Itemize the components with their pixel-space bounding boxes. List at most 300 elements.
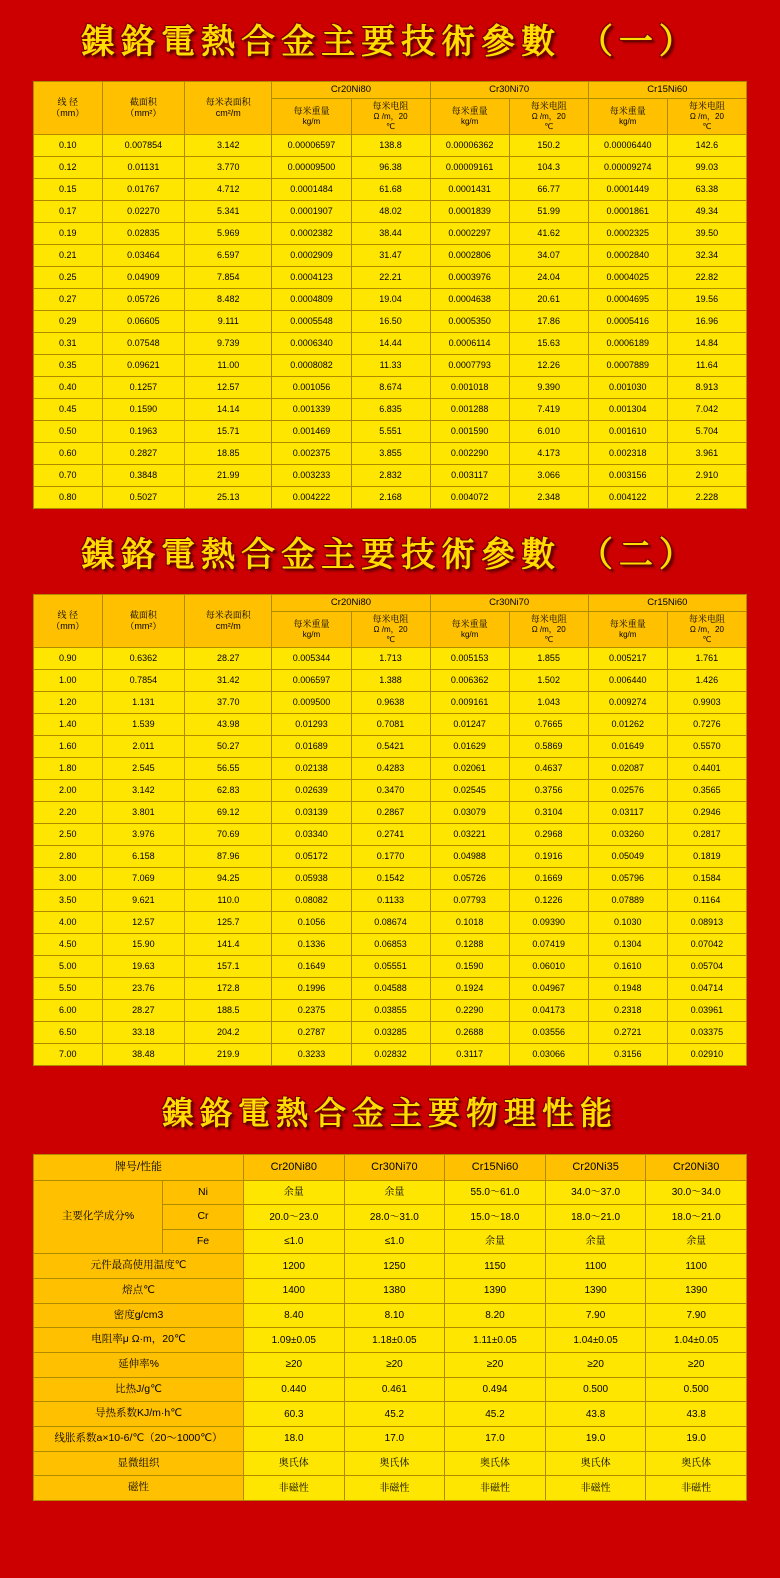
table-cell: 1.09±0.05 bbox=[244, 1328, 345, 1353]
table-cell: 15.63 bbox=[509, 333, 588, 355]
th2-weight-1 bbox=[272, 612, 351, 648]
table-cell: 0.0004638 bbox=[430, 289, 509, 311]
table-cell: 7.854 bbox=[185, 267, 272, 289]
table-cell: 9.739 bbox=[185, 333, 272, 355]
table-cell: 2.832 bbox=[351, 465, 430, 487]
table-cell: 0.003233 bbox=[272, 465, 351, 487]
table-cell: 0.1590 bbox=[430, 956, 509, 978]
table-cell: 0.0001484 bbox=[272, 179, 351, 201]
table-cell: 0.001030 bbox=[588, 377, 667, 399]
table-cell: 66.77 bbox=[509, 179, 588, 201]
table-cell: 0.9638 bbox=[351, 692, 430, 714]
table-cell: 12.57 bbox=[102, 912, 185, 934]
table-cell: 12.26 bbox=[509, 355, 588, 377]
cell-diameter: 0.15 bbox=[34, 179, 103, 201]
table-row bbox=[34, 692, 747, 714]
cell-diameter: 1.60 bbox=[34, 736, 103, 758]
table-cell: 0.4401 bbox=[667, 758, 746, 780]
table-cell: 非磁性 bbox=[646, 1476, 747, 1501]
table-cell: 11.00 bbox=[185, 355, 272, 377]
row-label: 密度g/cm3 bbox=[34, 1303, 244, 1328]
table-cell: 0.003117 bbox=[430, 465, 509, 487]
cell-diameter: 5.00 bbox=[34, 956, 103, 978]
table-row bbox=[34, 1044, 747, 1066]
table-cell: 0.001288 bbox=[430, 399, 509, 421]
table-cell: 3.066 bbox=[509, 465, 588, 487]
table-cell: 5.704 bbox=[667, 421, 746, 443]
cell-diameter: 0.45 bbox=[34, 399, 103, 421]
table-cell: 61.68 bbox=[351, 179, 430, 201]
table-cell: 50.27 bbox=[185, 736, 272, 758]
table-cell: 34.0～37.0 bbox=[545, 1180, 646, 1205]
table-cell: 0.07889 bbox=[588, 890, 667, 912]
table-cell: 6.010 bbox=[509, 421, 588, 443]
table-cell: 0.001339 bbox=[272, 399, 351, 421]
cell-diameter: 0.17 bbox=[34, 201, 103, 223]
table-cell: 7.90 bbox=[545, 1303, 646, 1328]
table-cell: 125.7 bbox=[185, 912, 272, 934]
table-cell: 28.27 bbox=[185, 648, 272, 670]
table-cell: 49.34 bbox=[667, 201, 746, 223]
cell-diameter: 0.21 bbox=[34, 245, 103, 267]
table-cell: 0.04967 bbox=[509, 978, 588, 1000]
table-cell: 96.38 bbox=[351, 157, 430, 179]
table-cell: 0.08913 bbox=[667, 912, 746, 934]
table-cell: 2.011 bbox=[102, 736, 185, 758]
cell-diameter: 0.25 bbox=[34, 267, 103, 289]
table-cell: 0.03855 bbox=[351, 1000, 430, 1022]
table-cell: 0.06853 bbox=[351, 934, 430, 956]
table-cell: 3.142 bbox=[102, 780, 185, 802]
table-cell: 6.597 bbox=[185, 245, 272, 267]
table-row bbox=[34, 157, 747, 179]
table-cell: 奥氏体 bbox=[244, 1451, 345, 1476]
table-cell: 0.2787 bbox=[272, 1022, 351, 1044]
table-cell: 0.09621 bbox=[102, 355, 185, 377]
table-cell: 6.158 bbox=[102, 846, 185, 868]
table-cell: 110.0 bbox=[185, 890, 272, 912]
table-cell: 0.7665 bbox=[509, 714, 588, 736]
table-row bbox=[34, 179, 747, 201]
th-res-1-line3: ℃ bbox=[386, 122, 396, 132]
table-cell: 0.02910 bbox=[667, 1044, 746, 1066]
table-cell: 0.01689 bbox=[272, 736, 351, 758]
table-cell: 0.03285 bbox=[351, 1022, 430, 1044]
table-cell: 0.00006440 bbox=[588, 135, 667, 157]
table-cell: 0.001590 bbox=[430, 421, 509, 443]
table-cell: 0.03961 bbox=[667, 1000, 746, 1022]
table-cell: 2.545 bbox=[102, 758, 185, 780]
table-row bbox=[34, 333, 747, 355]
th2-weight-2-line2: kg/m bbox=[460, 630, 479, 640]
table-cell: 94.25 bbox=[185, 868, 272, 890]
table-cell: 14.14 bbox=[185, 399, 272, 421]
table-cell: 32.34 bbox=[667, 245, 746, 267]
table-cell: 奥氏体 bbox=[545, 1451, 646, 1476]
table-cell: ≥20 bbox=[646, 1353, 747, 1378]
table-row bbox=[34, 670, 747, 692]
table-cell: 0.001018 bbox=[430, 377, 509, 399]
row-label-element: Cr bbox=[163, 1205, 244, 1230]
table-cell: 1.502 bbox=[509, 670, 588, 692]
table-cell: 0.07548 bbox=[102, 333, 185, 355]
table-cell: 余量 bbox=[344, 1180, 445, 1205]
cell-diameter: 0.50 bbox=[34, 421, 103, 443]
th-weight-3 bbox=[588, 98, 667, 134]
th2-res-3 bbox=[667, 612, 746, 648]
th-grade-cr20ni80: Cr20Ni80 bbox=[244, 1155, 345, 1180]
table-cell: 18.0 bbox=[244, 1426, 345, 1451]
table-cell: 1.11±0.05 bbox=[445, 1328, 546, 1353]
table-cell: 9.111 bbox=[185, 311, 272, 333]
table-cell: 2.228 bbox=[667, 487, 746, 509]
table-cell: 31.42 bbox=[185, 670, 272, 692]
table-cell: 8.674 bbox=[351, 377, 430, 399]
table-cell: 0.007854 bbox=[102, 135, 185, 157]
table-cell: 0.1610 bbox=[588, 956, 667, 978]
table-cell: 1.04±0.05 bbox=[646, 1328, 747, 1353]
table-cell: 0.03375 bbox=[667, 1022, 746, 1044]
table-cell: 0.7854 bbox=[102, 670, 185, 692]
table-row bbox=[34, 201, 747, 223]
table-cell: 0.001469 bbox=[272, 421, 351, 443]
table-cell: 11.64 bbox=[667, 355, 746, 377]
table-cell: 非磁性 bbox=[545, 1476, 646, 1501]
th2-res-2-line3: ℃ bbox=[544, 635, 554, 645]
table-cell: 60.3 bbox=[244, 1402, 345, 1427]
table-cell: 0.005344 bbox=[272, 648, 351, 670]
th2-weight-3-line2: kg/m bbox=[619, 630, 637, 640]
table-cell: 0.2867 bbox=[351, 802, 430, 824]
table-row bbox=[34, 758, 747, 780]
table-cell: 0.05796 bbox=[588, 868, 667, 890]
table-row bbox=[34, 487, 747, 509]
th-res-2-line1: 每米电阻 bbox=[530, 100, 567, 111]
table-cell: 104.3 bbox=[509, 157, 588, 179]
table-cell: 0.0001907 bbox=[272, 201, 351, 223]
table-cell: 157.1 bbox=[185, 956, 272, 978]
table-cell: ≤1.0 bbox=[244, 1229, 345, 1254]
table-cell: 204.2 bbox=[185, 1022, 272, 1044]
table-cell: 0.1948 bbox=[588, 978, 667, 1000]
table-cell: 16.50 bbox=[351, 311, 430, 333]
table-cell: 奥氏体 bbox=[344, 1451, 445, 1476]
table-cell: 余量 bbox=[244, 1180, 345, 1205]
table-cell: 45.2 bbox=[445, 1402, 546, 1427]
table-cell: 8.913 bbox=[667, 377, 746, 399]
cell-diameter: 0.27 bbox=[34, 289, 103, 311]
th-weight-1-line1: 每米重量 bbox=[293, 105, 330, 116]
table-row bbox=[34, 802, 747, 824]
table-cell: 0.03464 bbox=[102, 245, 185, 267]
cell-diameter: 0.40 bbox=[34, 377, 103, 399]
table-cell: 0.0002297 bbox=[430, 223, 509, 245]
th-res-2-line2: Ω /m，20 bbox=[531, 112, 566, 122]
table-cell: 0.00009500 bbox=[272, 157, 351, 179]
table-cell: 0.009161 bbox=[430, 692, 509, 714]
table-cell: 0.01247 bbox=[430, 714, 509, 736]
table-cell: 7.419 bbox=[509, 399, 588, 421]
table-cell: 0.0007793 bbox=[430, 355, 509, 377]
row-label: 比热J/g℃ bbox=[34, 1377, 244, 1402]
cell-diameter: 3.00 bbox=[34, 868, 103, 890]
table-cell: 0.3104 bbox=[509, 802, 588, 824]
table-row bbox=[34, 824, 747, 846]
table-cell: 15.90 bbox=[102, 934, 185, 956]
table-cell: 69.12 bbox=[185, 802, 272, 824]
cell-diameter: 2.00 bbox=[34, 780, 103, 802]
table-cell: 0.3117 bbox=[430, 1044, 509, 1066]
cell-diameter: 1.00 bbox=[34, 670, 103, 692]
table-cell: 18.0～21.0 bbox=[545, 1205, 646, 1230]
table-cell: 51.99 bbox=[509, 201, 588, 223]
table2-head-row-1 bbox=[34, 595, 747, 612]
table-cell: 0.0001839 bbox=[430, 201, 509, 223]
table-cell: 37.70 bbox=[185, 692, 272, 714]
th2-area-line1: 截面积 bbox=[129, 609, 157, 620]
table-cell: 0.3848 bbox=[102, 465, 185, 487]
table-cell: 0.002318 bbox=[588, 443, 667, 465]
th2-surface bbox=[185, 595, 272, 648]
table-cell: 0.05049 bbox=[588, 846, 667, 868]
table-cell: 0.0004809 bbox=[272, 289, 351, 311]
table-row bbox=[34, 399, 747, 421]
table-cell: 0.0002325 bbox=[588, 223, 667, 245]
table-cell: 1.539 bbox=[102, 714, 185, 736]
cell-diameter: 2.80 bbox=[34, 846, 103, 868]
table-cell: 0.0001449 bbox=[588, 179, 667, 201]
th-group-cr30ni70: Cr30Ni70 bbox=[430, 82, 588, 99]
table-row bbox=[34, 868, 747, 890]
th-grade-cr20ni35: Cr20Ni35 bbox=[545, 1155, 646, 1180]
table-cell: 219.9 bbox=[185, 1044, 272, 1066]
table-cell: 1390 bbox=[545, 1279, 646, 1304]
table-row bbox=[34, 1402, 747, 1427]
table-cell: 17.0 bbox=[344, 1426, 445, 1451]
table-cell: 9.390 bbox=[509, 377, 588, 399]
th2-res-2-line1: 每米电阻 bbox=[530, 614, 567, 624]
table-cell: 2.910 bbox=[667, 465, 746, 487]
table-cell: 0.3756 bbox=[509, 780, 588, 802]
table-cell: 0.4637 bbox=[509, 758, 588, 780]
table-row bbox=[34, 1279, 747, 1304]
table-cell: 0.07419 bbox=[509, 934, 588, 956]
table-cell: 0.5421 bbox=[351, 736, 430, 758]
th-grade-property: 牌号/性能 bbox=[34, 1155, 244, 1180]
table-cell: 6.835 bbox=[351, 399, 430, 421]
table-row bbox=[34, 267, 747, 289]
table-cell: 1.043 bbox=[509, 692, 588, 714]
table-cell: 0.01767 bbox=[102, 179, 185, 201]
table-cell: 0.2946 bbox=[667, 802, 746, 824]
table-cell: 0.0002806 bbox=[430, 245, 509, 267]
table-row bbox=[34, 223, 747, 245]
table-cell: 3.801 bbox=[102, 802, 185, 824]
table-row bbox=[34, 912, 747, 934]
th2-area bbox=[102, 595, 185, 648]
table-cell: 31.47 bbox=[351, 245, 430, 267]
th-weight-2 bbox=[430, 98, 509, 134]
table-cell: 38.44 bbox=[351, 223, 430, 245]
table-cell: 0.5570 bbox=[667, 736, 746, 758]
table-cell: 0.1916 bbox=[509, 846, 588, 868]
cell-diameter: 2.20 bbox=[34, 802, 103, 824]
table-cell: 3.142 bbox=[185, 135, 272, 157]
table-cell: 0.0002909 bbox=[272, 245, 351, 267]
table-cell: 0.1590 bbox=[102, 399, 185, 421]
table-cell: 0.0001431 bbox=[430, 179, 509, 201]
table-cell: 0.0007889 bbox=[588, 355, 667, 377]
table-cell: 0.3233 bbox=[272, 1044, 351, 1066]
th2-res-3-line3: ℃ bbox=[702, 635, 712, 645]
th-grade-cr15ni60: Cr15Ni60 bbox=[445, 1155, 546, 1180]
cell-diameter: 0.90 bbox=[34, 648, 103, 670]
table-cell: 0.4283 bbox=[351, 758, 430, 780]
table-cell: 0.03340 bbox=[272, 824, 351, 846]
table-cell: 0.08082 bbox=[272, 890, 351, 912]
table-cell: 0.1018 bbox=[430, 912, 509, 934]
table-cell: 0.3470 bbox=[351, 780, 430, 802]
table-cell: 0.1542 bbox=[351, 868, 430, 890]
table-cell: 8.482 bbox=[185, 289, 272, 311]
table-cell: 0.2817 bbox=[667, 824, 746, 846]
table-cell: 0.2318 bbox=[588, 1000, 667, 1022]
table-cell: 0.05172 bbox=[272, 846, 351, 868]
table-cell: 0.1584 bbox=[667, 868, 746, 890]
th2-res-3-line1: 每米电阻 bbox=[688, 614, 725, 624]
cell-diameter: 0.12 bbox=[34, 157, 103, 179]
table-cell: 20.61 bbox=[509, 289, 588, 311]
th-surface bbox=[185, 82, 272, 135]
table-cell: 7.90 bbox=[646, 1303, 747, 1328]
table-cell: 87.96 bbox=[185, 846, 272, 868]
table-cell: 0.05726 bbox=[430, 868, 509, 890]
table-cell: 3.976 bbox=[102, 824, 185, 846]
table2-body bbox=[34, 648, 747, 1066]
th2-weight-2 bbox=[430, 612, 509, 648]
row-label: 显微组织 bbox=[34, 1451, 244, 1476]
table-cell: 11.33 bbox=[351, 355, 430, 377]
table-cell: 150.2 bbox=[509, 135, 588, 157]
table-cell: 0.1819 bbox=[667, 846, 746, 868]
table-cell: 14.84 bbox=[667, 333, 746, 355]
table-cell: 0.440 bbox=[244, 1377, 345, 1402]
table-cell: 1.131 bbox=[102, 692, 185, 714]
table-cell: 19.04 bbox=[351, 289, 430, 311]
table-cell: 14.44 bbox=[351, 333, 430, 355]
table-cell: 0.01649 bbox=[588, 736, 667, 758]
th-area-line1: 截面积 bbox=[129, 96, 157, 107]
table-cell: 0.06010 bbox=[509, 956, 588, 978]
table-row bbox=[34, 1303, 747, 1328]
table-cell: 16.96 bbox=[667, 311, 746, 333]
table-row bbox=[34, 135, 747, 157]
table-cell: 0.1770 bbox=[351, 846, 430, 868]
table-cell: 1400 bbox=[244, 1279, 345, 1304]
table-cell: 0.7081 bbox=[351, 714, 430, 736]
table-cell: 0.02835 bbox=[102, 223, 185, 245]
table-cell: 0.04988 bbox=[430, 846, 509, 868]
table-cell: 余量 bbox=[445, 1229, 546, 1254]
table-cell: 0.1336 bbox=[272, 934, 351, 956]
table-cell: 19.0 bbox=[545, 1426, 646, 1451]
row-label-chemical-composition: 主要化学成分% bbox=[34, 1180, 163, 1254]
table-cell: 奥氏体 bbox=[646, 1451, 747, 1476]
row-label: 导热系数KJ/m·h℃ bbox=[34, 1402, 244, 1427]
th-res-3-line1: 每米电阻 bbox=[688, 100, 725, 111]
th-weight-1 bbox=[272, 98, 351, 134]
table-cell: 28.27 bbox=[102, 1000, 185, 1022]
table-cell: ≤1.0 bbox=[344, 1229, 445, 1254]
table-cell: 1250 bbox=[344, 1254, 445, 1279]
table-cell: 0.02639 bbox=[272, 780, 351, 802]
row-label: 延伸率% bbox=[34, 1353, 244, 1378]
table-cell: 5.969 bbox=[185, 223, 272, 245]
th2-diameter bbox=[34, 595, 103, 648]
table-row bbox=[34, 1000, 747, 1022]
th2-res-2-line2: Ω /m，20 bbox=[531, 625, 566, 635]
table-cell: 15.0～18.0 bbox=[445, 1205, 546, 1230]
table-cell: 0.03079 bbox=[430, 802, 509, 824]
table-cell: 172.8 bbox=[185, 978, 272, 1000]
table3-head bbox=[34, 1155, 747, 1180]
cell-diameter: 0.80 bbox=[34, 487, 103, 509]
table-cell: 0.02061 bbox=[430, 758, 509, 780]
table-cell: 0.001304 bbox=[588, 399, 667, 421]
cell-diameter: 7.00 bbox=[34, 1044, 103, 1066]
cell-diameter: 4.00 bbox=[34, 912, 103, 934]
table-cell: 0.0005548 bbox=[272, 311, 351, 333]
table-cell: 0.1133 bbox=[351, 890, 430, 912]
table-row bbox=[34, 443, 747, 465]
table1-body bbox=[34, 135, 747, 509]
th-diameter-line2: （mm） bbox=[51, 108, 85, 119]
table-cell: 22.82 bbox=[667, 267, 746, 289]
table-row bbox=[34, 648, 747, 670]
table-row bbox=[34, 1180, 747, 1205]
table-cell: 0.0003976 bbox=[430, 267, 509, 289]
table-cell: 9.621 bbox=[102, 890, 185, 912]
table-cell: 0.04588 bbox=[351, 978, 430, 1000]
table-cell: 0.005217 bbox=[588, 648, 667, 670]
table-cell: ≥20 bbox=[445, 1353, 546, 1378]
table-cell: 188.5 bbox=[185, 1000, 272, 1022]
th2-res-3-line2: Ω /m，20 bbox=[689, 625, 724, 635]
cell-diameter: 1.20 bbox=[34, 692, 103, 714]
th-group-cr15ni60: Cr15Ni60 bbox=[588, 82, 746, 99]
th-area bbox=[102, 82, 185, 135]
th-res-2-line3: ℃ bbox=[544, 122, 554, 132]
table-cell: 0.2290 bbox=[430, 1000, 509, 1022]
table-cell: 4.173 bbox=[509, 443, 588, 465]
cell-diameter: 0.35 bbox=[34, 355, 103, 377]
table-cell: 17.86 bbox=[509, 311, 588, 333]
th2-res-1-line3: ℃ bbox=[386, 635, 396, 645]
table-cell: 63.38 bbox=[667, 179, 746, 201]
cell-diameter: 0.10 bbox=[34, 135, 103, 157]
cell-diameter: 5.50 bbox=[34, 978, 103, 1000]
table-cell: 0.1669 bbox=[509, 868, 588, 890]
table-cell: 19.56 bbox=[667, 289, 746, 311]
table3-head-row bbox=[34, 1155, 747, 1180]
table-row bbox=[34, 377, 747, 399]
cell-diameter: 1.80 bbox=[34, 758, 103, 780]
physical-properties-table bbox=[33, 1154, 747, 1501]
table-cell: 70.69 bbox=[185, 824, 272, 846]
table-cell: 138.8 bbox=[351, 135, 430, 157]
table-cell: 25.13 bbox=[185, 487, 272, 509]
table-cell: 48.02 bbox=[351, 201, 430, 223]
